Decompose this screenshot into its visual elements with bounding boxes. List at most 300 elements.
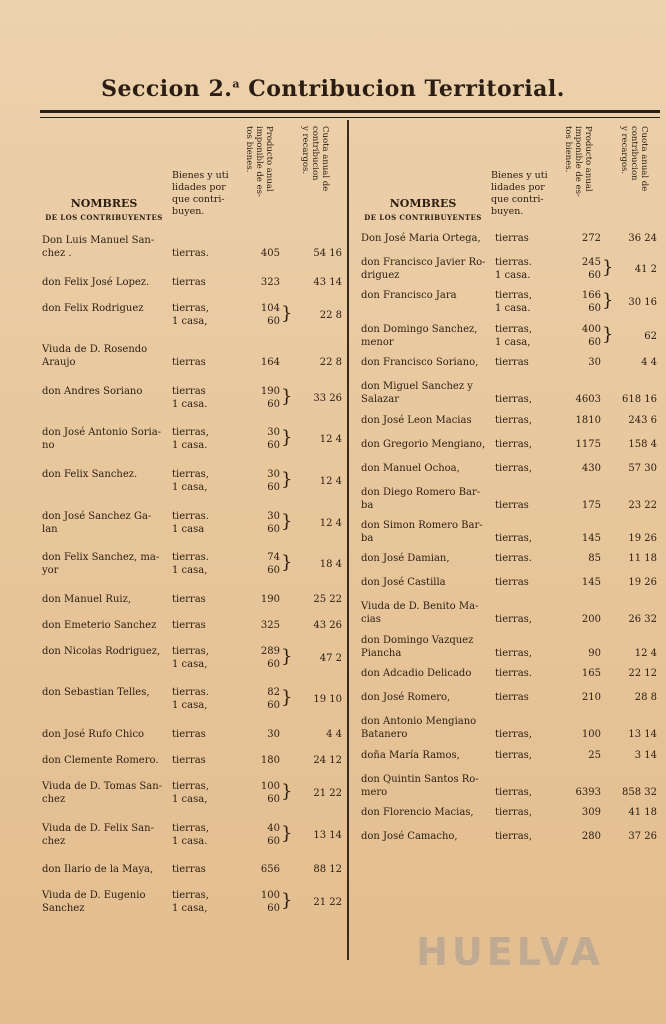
header-cuota-line: Cuota anual de <box>320 126 330 192</box>
contributor-name-line: lan <box>42 523 58 535</box>
contributor-name-line: don Emeterio Sanchez <box>42 619 157 631</box>
contributor-name-line: don Felix Sanchez. <box>42 468 138 480</box>
bienes-cell <box>495 749 532 762</box>
producto-value: 60 <box>267 523 280 535</box>
contributor-name-line: yor <box>42 565 59 577</box>
contributor-name <box>42 551 174 577</box>
contributor-name-line: don Francisco Soriano, <box>361 357 479 369</box>
contributor-name-line: menor <box>361 336 394 348</box>
contributor-name-line: Viuda de D. Eugenio <box>42 890 146 902</box>
cuota-cell: 33 26 <box>313 392 342 404</box>
producto-value: 30 <box>267 510 280 522</box>
bienes-cell <box>172 247 209 260</box>
producto-value: 100 <box>581 729 601 741</box>
producto-value: 85 <box>588 553 601 565</box>
header-bienes-line: lidades por <box>172 182 226 193</box>
contributor-name-line: don Felix José Lopez. <box>42 276 150 288</box>
header-contribuyentes: DE LOS CONTRIBUYENTES <box>45 213 163 222</box>
left-table-header <box>38 120 346 228</box>
brace-mark: } <box>281 468 293 490</box>
table-row <box>357 319 663 352</box>
bienes-line: tierras, <box>172 890 209 902</box>
producto-value: 323 <box>260 276 280 288</box>
producto-cell <box>246 385 280 411</box>
bienes-line: tierras <box>495 233 529 244</box>
table-row <box>357 515 663 548</box>
producto-value: 60 <box>588 303 601 315</box>
title-rule-thin <box>40 117 660 118</box>
bienes-cell <box>172 889 209 915</box>
contributor-name <box>42 302 174 315</box>
bienes-line: tierras, <box>172 468 209 480</box>
left-table <box>38 120 346 925</box>
cuota-cell: 47 2 <box>319 652 342 664</box>
producto-cell <box>246 276 280 289</box>
bienes-line: 1 casa. <box>495 303 531 315</box>
bienes-line: tierras, <box>495 786 532 798</box>
contributor-name-line: cias <box>361 614 381 626</box>
right-table <box>357 120 663 850</box>
cuota-cell: 30 16 <box>628 297 657 309</box>
cuota-cell: 26 32 <box>628 614 657 626</box>
bienes-cell <box>172 385 207 411</box>
bienes-cell <box>495 532 532 545</box>
bienes-cell <box>172 356 206 369</box>
bienes-line: tierras. <box>495 257 532 268</box>
bienes-line: tierras <box>495 357 529 369</box>
bienes-cell <box>172 645 209 671</box>
contributor-name <box>361 634 497 660</box>
table-row <box>357 769 663 802</box>
contributor-name-line: Sanchez <box>42 903 85 915</box>
producto-value: 164 <box>260 357 280 369</box>
cuota-cell: 36 24 <box>628 233 657 244</box>
producto-cell <box>567 552 601 565</box>
producto-cell <box>567 323 601 349</box>
header-producto-line: tos bienes. <box>244 126 254 173</box>
producto-cell <box>567 806 601 819</box>
contributor-name <box>361 749 497 762</box>
table-row <box>357 434 663 458</box>
bienes-line: tierras <box>172 385 206 397</box>
contributor-name-line: Araujo <box>42 357 76 369</box>
producto-value: 90 <box>588 647 601 659</box>
bienes-cell <box>495 438 532 451</box>
contributor-name-line: mero <box>361 786 388 798</box>
producto-cell <box>567 499 601 512</box>
producto-cell <box>567 462 601 475</box>
bienes-line: tierras <box>495 577 529 589</box>
brace-mark: } <box>281 645 293 667</box>
bienes-cell <box>495 323 532 349</box>
brace-mark: } <box>281 687 293 709</box>
bienes-line: tierras. <box>495 553 532 565</box>
producto-value: 289 <box>260 645 280 657</box>
brace-mark: } <box>281 780 293 802</box>
producto-value: 74 <box>267 552 280 564</box>
producto-value: 6393 <box>575 786 601 798</box>
bienes-line: 1 casa, <box>172 565 208 577</box>
producto-cell <box>246 686 280 712</box>
contributor-name <box>361 667 497 680</box>
header-producto-line: imponible de es- <box>254 126 264 197</box>
producto-value: 60 <box>267 835 280 847</box>
producto-value: 1810 <box>575 414 601 426</box>
bienes-cell <box>495 830 532 843</box>
producto-value: 30 <box>588 357 601 369</box>
contributor-name <box>42 343 174 369</box>
brace-mark: } <box>281 385 293 407</box>
contributor-name <box>361 438 497 451</box>
producto-cell <box>567 691 601 704</box>
bienes-line: 1 casa, <box>172 903 208 915</box>
producto-cell <box>246 728 280 741</box>
producto-value: 166 <box>581 290 601 302</box>
producto-cell <box>567 256 601 282</box>
bienes-cell <box>495 356 529 369</box>
cuota-cell: 4 4 <box>326 728 342 740</box>
producto-cell <box>246 468 280 494</box>
contributor-name-line: don José Rufo Chico <box>42 728 145 740</box>
producto-value: 100 <box>260 890 280 902</box>
cuota-cell: 19 26 <box>628 577 657 589</box>
bienes-line: 1 casa, <box>172 793 208 805</box>
contributor-name-line: don Ilario de la Maya, <box>42 864 154 876</box>
header-nombres: NOMBRES <box>389 197 457 210</box>
bienes-cell <box>495 667 532 680</box>
contributor-name-line: ba <box>361 532 374 544</box>
bienes-line: tierras. <box>172 552 209 564</box>
contributor-name-line: don Francisco Jara <box>361 290 457 302</box>
contributor-name-line: Don Luis Manuel San- <box>42 235 155 246</box>
bienes-cell <box>495 393 532 406</box>
bienes-cell <box>495 232 529 245</box>
producto-cell <box>246 247 280 260</box>
contributor-name-line: don José Damian, <box>361 553 450 565</box>
table-row <box>38 883 346 925</box>
cuota-cell: 18 4 <box>319 559 342 571</box>
contributor-name-line: don Manuel Ruiz, <box>42 593 132 605</box>
contributor-name-line: don Miguel Sanchez y <box>361 381 473 393</box>
contributor-name <box>361 830 497 843</box>
table-row <box>357 376 663 409</box>
contributor-name <box>42 468 174 481</box>
producto-value: 100 <box>260 780 280 792</box>
table-row <box>38 296 346 338</box>
bienes-cell <box>172 686 209 712</box>
contributor-name <box>361 806 497 819</box>
header-cuota <box>619 126 649 218</box>
producto-value: 30 <box>267 427 280 439</box>
bienes-cell <box>172 276 206 289</box>
bienes-line: 1 casa, <box>172 481 208 493</box>
cuota-cell: 43 14 <box>313 276 342 288</box>
contributor-name <box>361 323 497 349</box>
contributor-name-line: don Simon Romero Bar- <box>361 519 483 531</box>
title-sup: a <box>232 77 241 91</box>
contributor-name-line: don Adcadio Delicado <box>361 668 472 680</box>
bienes-line: 1 casa, <box>172 658 208 670</box>
producto-cell <box>246 822 280 848</box>
producto-value: 30 <box>267 468 280 480</box>
bienes-line: 1 casa, <box>172 315 208 327</box>
header-producto-line: Producto anual <box>583 126 593 192</box>
contributor-name-line: Viuda de D. Benito Ma- <box>361 601 479 613</box>
producto-value: 325 <box>260 619 280 631</box>
cuota-cell: 21 22 <box>313 787 342 799</box>
cuota-cell: 88 12 <box>313 864 342 876</box>
contributor-name-line: Viuda de D. Tomas San- <box>42 780 163 792</box>
bienes-cell <box>172 780 209 806</box>
bienes-line: tierras <box>495 692 529 704</box>
header-producto <box>563 126 593 218</box>
table-row <box>38 379 346 421</box>
cuota-cell: 11 18 <box>628 553 657 565</box>
table-row <box>38 680 346 722</box>
bienes-cell <box>495 256 532 282</box>
producto-cell <box>246 510 280 536</box>
cuota-cell: 54 16 <box>313 248 342 259</box>
contributor-name-line: Piancha <box>361 647 402 659</box>
producto-value: 60 <box>267 793 280 805</box>
producto-value: 430 <box>581 462 601 474</box>
brace-mark: } <box>281 302 293 324</box>
producto-value: 60 <box>267 481 280 493</box>
table-row <box>357 352 663 376</box>
table-row <box>357 745 663 769</box>
producto-value: 60 <box>267 903 280 915</box>
header-cuota-line: contribucion <box>629 126 639 181</box>
producto-cell <box>567 393 601 406</box>
table-row <box>357 630 663 663</box>
bienes-cell <box>172 468 209 494</box>
contributor-name-line: Viuda de D. Felix San- <box>42 822 154 834</box>
header-bienes-line: buyen. <box>491 206 524 217</box>
contributor-name <box>42 780 174 806</box>
header-bienes-line: buyen. <box>172 206 205 217</box>
contributor-name <box>361 715 497 741</box>
cuota-cell: 37 26 <box>628 830 657 842</box>
producto-cell <box>567 728 601 741</box>
contributor-name-line: don Francisco Javier Ro- <box>361 257 486 268</box>
bienes-line: tierras, <box>495 394 532 406</box>
producto-cell <box>567 786 601 799</box>
producto-cell <box>567 576 601 589</box>
bienes-cell <box>172 822 209 848</box>
contributor-name <box>361 414 497 427</box>
contributor-name <box>361 600 497 626</box>
cuota-cell: 13 14 <box>313 829 342 841</box>
producto-value: 190 <box>260 593 280 605</box>
bienes-line: 1 casa. <box>172 440 208 452</box>
cuota-cell: 41 18 <box>628 806 657 818</box>
contributor-name <box>361 552 497 565</box>
bienes-cell <box>172 551 209 577</box>
contributor-name-line: chez . <box>42 248 72 259</box>
table-row <box>357 285 663 318</box>
contributor-name-line: don Nicolas Rodriguez, <box>42 645 161 657</box>
contributor-name-line: ba <box>361 499 374 511</box>
brace-mark: } <box>281 822 293 844</box>
contributor-name-line: chez <box>42 835 66 847</box>
producto-value: 272 <box>581 233 601 244</box>
bienes-cell <box>495 691 529 704</box>
producto-value: 280 <box>581 830 601 842</box>
producto-value: 60 <box>267 565 280 577</box>
right-table-rows <box>357 228 663 850</box>
bienes-cell <box>495 806 532 819</box>
contributor-name-line: don Domingo Vazquez <box>361 634 474 646</box>
producto-value: 25 <box>588 749 601 761</box>
bienes-cell <box>495 786 532 799</box>
contributor-name <box>42 728 174 741</box>
table-row <box>38 337 346 379</box>
bienes-line: tierras <box>172 593 206 605</box>
header-producto-line: imponible de es- <box>573 126 583 197</box>
producto-cell <box>246 889 280 915</box>
producto-value: 405 <box>260 248 280 259</box>
bienes-line: tierras, <box>495 532 532 544</box>
header-cuota-line: Cuota anual de <box>639 126 649 192</box>
bienes-line: tierras <box>172 754 206 766</box>
bienes-line: tierras <box>172 276 206 288</box>
table-row <box>357 252 663 285</box>
table-row <box>357 596 663 629</box>
watermark-stamp-text: HUELVA <box>416 930 604 974</box>
table-row <box>38 613 346 639</box>
bienes-cell <box>172 728 206 741</box>
producto-value: 309 <box>581 806 601 818</box>
bienes-line: tierras, <box>495 806 532 818</box>
bienes-cell <box>495 499 529 512</box>
contributor-name-line: don Clemente Romero. <box>42 754 159 766</box>
producto-value: 145 <box>581 532 601 544</box>
bienes-line: tierras, <box>172 427 209 439</box>
bienes-line: tierras, <box>172 822 209 834</box>
cuota-cell: 12 4 <box>634 647 657 659</box>
table-row <box>38 748 346 774</box>
producto-value: 400 <box>581 323 601 335</box>
table-row <box>357 663 663 687</box>
brace-mark: } <box>281 890 293 912</box>
producto-cell <box>567 232 601 245</box>
contributor-name-line: don Felix Sanchez, ma- <box>42 552 160 564</box>
table-row <box>38 639 346 681</box>
bienes-cell <box>495 552 532 565</box>
contributor-name-line: don Florencio Macias, <box>361 806 474 818</box>
title-rule-thick <box>40 110 660 113</box>
contributor-name <box>361 519 497 545</box>
contributor-name <box>42 863 174 876</box>
table-row <box>357 228 663 252</box>
right-table-header <box>357 120 663 228</box>
cuota-cell: 19 10 <box>313 694 342 706</box>
bienes-line: tierras <box>172 357 206 369</box>
bienes-cell <box>172 863 206 876</box>
producto-cell <box>567 356 601 369</box>
header-cuota-line: y recargos. <box>300 126 310 175</box>
producto-cell <box>567 289 601 315</box>
producto-value: 82 <box>267 687 280 699</box>
contributor-name <box>42 619 174 632</box>
producto-value: 175 <box>581 499 601 511</box>
contributor-name <box>361 486 497 512</box>
cuota-cell: 22 8 <box>319 357 342 369</box>
producto-value: 60 <box>267 658 280 670</box>
producto-value: 200 <box>581 614 601 626</box>
contributor-name-line: don Manuel Ochoa, <box>361 462 460 474</box>
cuota-cell: 4 4 <box>641 357 657 369</box>
header-bienes-line: que contri- <box>491 194 544 205</box>
producto-cell <box>567 830 601 843</box>
producto-value: 104 <box>260 302 280 314</box>
table-row <box>38 774 346 816</box>
cuota-cell: 23 22 <box>628 499 657 511</box>
contributor-name-line: Don José Maria Ortega, <box>361 233 481 244</box>
header-bienes-line: que contri- <box>172 194 225 205</box>
bienes-cell <box>495 414 532 427</box>
cuota-cell: 43 26 <box>313 619 342 631</box>
brace-mark: } <box>281 552 293 574</box>
producto-value: 245 <box>581 257 601 268</box>
contributor-name-line: don José Sanchez Ga- <box>42 510 152 522</box>
contributor-name-line: chez <box>42 793 66 805</box>
cuota-cell: 13 14 <box>628 729 657 741</box>
bienes-line: 1 casa. <box>495 270 531 281</box>
bienes-line: 1 casa. <box>172 835 208 847</box>
bienes-line: tierras, <box>495 647 532 659</box>
producto-value: 180 <box>260 754 280 766</box>
bienes-cell <box>495 647 532 660</box>
producto-value: 145 <box>581 577 601 589</box>
bienes-line: tierras. <box>172 687 209 699</box>
contributor-name-line: don Quintin Santos Ro- <box>361 773 479 785</box>
contributor-name <box>42 889 174 915</box>
producto-value: 30 <box>267 728 280 740</box>
producto-cell <box>567 667 601 680</box>
producto-cell <box>246 302 280 328</box>
contributor-name <box>42 276 174 289</box>
producto-value: 165 <box>581 668 601 680</box>
bienes-line: tierras, <box>495 749 532 761</box>
contributor-name <box>42 822 174 848</box>
contributor-name <box>361 356 497 369</box>
header-cuota <box>300 126 330 218</box>
header-bienes <box>172 170 238 218</box>
contributor-name-line: Batanero <box>361 729 408 741</box>
cuota-cell: 618 16 <box>622 394 657 406</box>
bienes-line: tierras <box>495 499 529 511</box>
bienes-line: tierras, <box>495 614 532 626</box>
producto-cell <box>567 438 601 451</box>
producto-value: 60 <box>267 315 280 327</box>
cuota-cell: 25 22 <box>313 593 342 605</box>
contributor-name <box>361 773 497 799</box>
table-row <box>357 687 663 711</box>
bienes-cell <box>172 619 206 632</box>
producto-cell <box>567 647 601 660</box>
brace-mark: } <box>602 323 614 345</box>
header-contribuyentes: DE LOS CONTRIBUYENTES <box>364 213 482 222</box>
bienes-line: tierras, <box>495 729 532 741</box>
producto-cell <box>567 749 601 762</box>
bienes-cell <box>172 426 209 452</box>
bienes-line: tierras, <box>172 780 209 792</box>
bienes-line: tierras, <box>172 645 209 657</box>
bienes-line: tierras, <box>495 414 532 426</box>
contributor-name-line: don Sebastian Telles, <box>42 687 150 699</box>
contributor-name-line: don Felix Rodriguez <box>42 302 144 314</box>
